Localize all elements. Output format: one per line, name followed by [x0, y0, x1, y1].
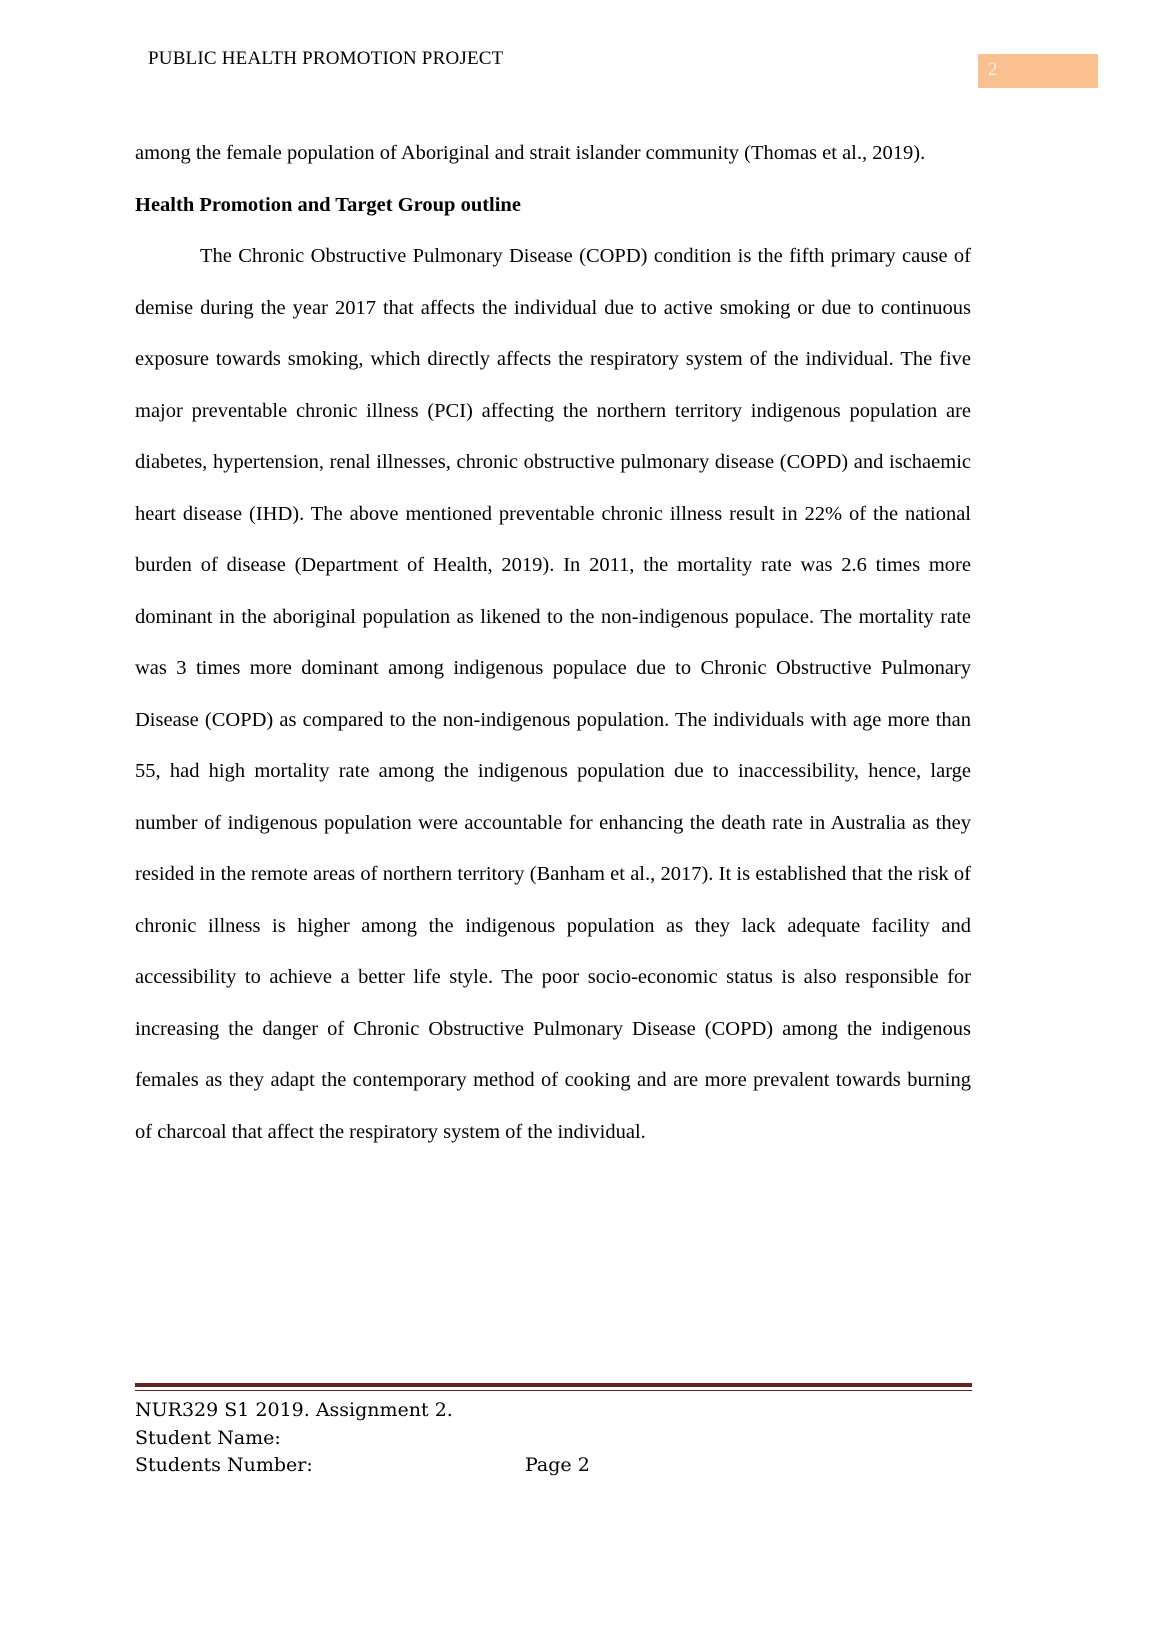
running-head: PUBLIC HEALTH PROMOTION PROJECT — [148, 48, 504, 69]
page-number: 2 — [988, 59, 998, 80]
footer-course-line: NUR329 S1 2019. Assignment 2. — [135, 1399, 453, 1421]
footer-student-number-line: Students Number: — [135, 1454, 313, 1476]
footer-page-label: Page 2 — [525, 1454, 590, 1476]
footer-divider — [135, 1383, 972, 1391]
paragraph-main: The Chronic Obstructive Pulmonary Disease (COPD) condition is the fifth primary cause of demise during the year 2017 that affects the individual due to active smoking or due to continuous exposure towards smoking, which directly affects the respiratory system of the individual. The five major preventable chronic illness (PCI) affecting the northern territory indigenous population are diabetes, hypertension, renal illnesses, chronic obstructive pulmonary disease (COPD) and ischaemic heart disease (IHD). The above mentioned preventable chronic illness result in 22% of the national burden of disease (Department of Health, 2019). In 2011, the mortality rate was 2.6 times more dominant in the aboriginal population as likened to the non-indigenous populace. The mortality rate was 3 times more dominant among indigenous populace due to Chronic Obstructive Pulmonary Disease (COPD) as compared to the non-indigenous population. The individuals with age more than 55, had high mortality rate among the indigenous population due to inaccessibility, hence, large number of indigenous population were accountable for enhancing the death rate in Australia as they resided in the remote areas of northern territory (Banham et al., 2017). It is established that the risk of chronic illness is higher among the indigenous population as they lack adequate facility and accessibility to achieve a better life style. The poor socio-economic status is also responsible for increasing the danger of Chronic Obstructive Pulmonary Disease (COPD) among the indigenous females as they adapt the contemporary method of cooking and are more prevalent towards burning of charcoal that affect the respiratory system of the individual. — [135, 245, 971, 1143]
section-heading: Health Promotion and Target Group outline — [135, 193, 521, 216]
page-footer — [135, 1383, 972, 1480]
page-number-field — [978, 54, 1098, 88]
document-body — [135, 128, 971, 1158]
footer-bottom-row — [135, 1452, 972, 1480]
paragraph-continuation: among the female population of Aboriginal and strait islander community (Thomas et al., 2019). — [135, 142, 926, 164]
footer-student-name-line: Student Name: — [135, 1426, 281, 1449]
